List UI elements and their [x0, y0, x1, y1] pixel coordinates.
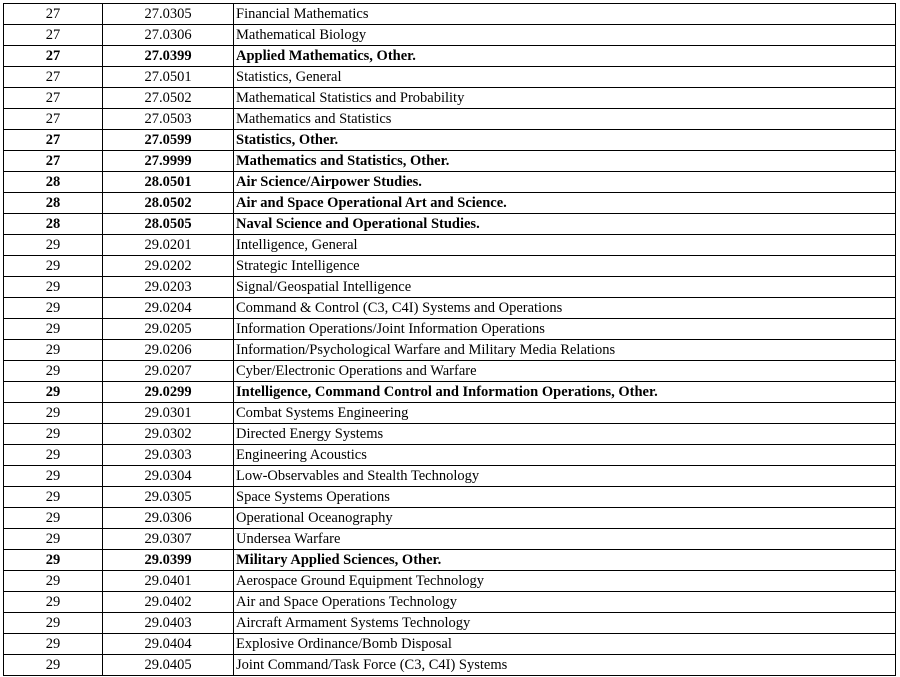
program-title-cell: Intelligence, Command Control and Information Operations, Other. — [234, 382, 896, 403]
program-title-cell: Directed Energy Systems — [234, 424, 896, 445]
cip-code-cell: 29.0403 — [103, 613, 234, 634]
program-title-cell: Aerospace Ground Equipment Technology — [234, 571, 896, 592]
series-cell: 29 — [4, 529, 103, 550]
series-cell: 29 — [4, 508, 103, 529]
series-cell: 29 — [4, 655, 103, 676]
table-row — [4, 4, 896, 25]
series-cell: 28 — [4, 214, 103, 235]
cip-code-cell: 29.0299 — [103, 382, 234, 403]
cip-code-cell: 27.0399 — [103, 46, 234, 67]
table-row — [4, 571, 896, 592]
series-cell: 29 — [4, 571, 103, 592]
program-title-cell: Signal/Geospatial Intelligence — [234, 277, 896, 298]
table-row — [4, 634, 896, 655]
table-row — [4, 445, 896, 466]
program-title-cell: Joint Command/Task Force (C3, C4I) Systems — [234, 655, 896, 676]
table-row — [4, 550, 896, 571]
series-cell: 29 — [4, 613, 103, 634]
table-row — [4, 424, 896, 445]
cip-code-cell: 29.0205 — [103, 319, 234, 340]
program-title-cell: Statistics, Other. — [234, 130, 896, 151]
cip-code-cell: 29.0305 — [103, 487, 234, 508]
cip-code-cell: 29.0207 — [103, 361, 234, 382]
series-cell: 27 — [4, 88, 103, 109]
program-title-cell: Applied Mathematics, Other. — [234, 46, 896, 67]
program-title-cell: Information Operations/Joint Information Operations — [234, 319, 896, 340]
program-title-cell: Cyber/Electronic Operations and Warfare — [234, 361, 896, 382]
table-row — [4, 88, 896, 109]
series-cell: 29 — [4, 634, 103, 655]
cip-code-cell: 29.0204 — [103, 298, 234, 319]
cip-code-cell: 28.0502 — [103, 193, 234, 214]
table-row — [4, 403, 896, 424]
table-row — [4, 25, 896, 46]
program-title-cell: Explosive Ordinance/Bomb Disposal — [234, 634, 896, 655]
cip-code-cell: 29.0306 — [103, 508, 234, 529]
table-row — [4, 109, 896, 130]
series-cell: 29 — [4, 277, 103, 298]
series-cell: 29 — [4, 592, 103, 613]
program-title-cell: Operational Oceanography — [234, 508, 896, 529]
table-row — [4, 298, 896, 319]
program-title-cell: Aircraft Armament Systems Technology — [234, 613, 896, 634]
series-cell: 29 — [4, 382, 103, 403]
series-cell: 29 — [4, 298, 103, 319]
cip-code-cell: 28.0505 — [103, 214, 234, 235]
table-row — [4, 382, 896, 403]
program-title-cell: Low-Observables and Stealth Technology — [234, 466, 896, 487]
series-cell: 27 — [4, 109, 103, 130]
program-title-cell: Combat Systems Engineering — [234, 403, 896, 424]
table-row — [4, 466, 896, 487]
series-cell: 29 — [4, 445, 103, 466]
cip-code-cell: 29.0304 — [103, 466, 234, 487]
series-cell: 29 — [4, 550, 103, 571]
table-row — [4, 46, 896, 67]
cip-code-cell: 29.0405 — [103, 655, 234, 676]
table-row — [4, 67, 896, 88]
program-title-cell: Information/Psychological Warfare and Military Media Relations — [234, 340, 896, 361]
table-row — [4, 214, 896, 235]
table-row — [4, 529, 896, 550]
cip-code-cell: 29.0201 — [103, 235, 234, 256]
cip-code-cell: 27.0502 — [103, 88, 234, 109]
table-row — [4, 319, 896, 340]
program-title-cell: Intelligence, General — [234, 235, 896, 256]
table-row — [4, 193, 896, 214]
series-cell: 28 — [4, 172, 103, 193]
table-row — [4, 340, 896, 361]
series-cell: 29 — [4, 403, 103, 424]
table-row — [4, 151, 896, 172]
table-row — [4, 487, 896, 508]
cip-code-cell: 27.0599 — [103, 130, 234, 151]
program-title-cell: Financial Mathematics — [234, 4, 896, 25]
cip-code-cell: 29.0206 — [103, 340, 234, 361]
cip-code-cell: 29.0301 — [103, 403, 234, 424]
series-cell: 29 — [4, 361, 103, 382]
program-title-cell: Mathematics and Statistics — [234, 109, 896, 130]
table-row — [4, 613, 896, 634]
cip-code-cell: 27.0501 — [103, 67, 234, 88]
program-title-cell: Military Applied Sciences, Other. — [234, 550, 896, 571]
program-title-cell: Statistics, General — [234, 67, 896, 88]
table-row — [4, 130, 896, 151]
cip-code-cell: 29.0303 — [103, 445, 234, 466]
series-cell: 27 — [4, 4, 103, 25]
program-title-cell: Naval Science and Operational Studies. — [234, 214, 896, 235]
series-cell: 29 — [4, 340, 103, 361]
series-cell: 27 — [4, 25, 103, 46]
table-row — [4, 277, 896, 298]
program-title-cell: Undersea Warfare — [234, 529, 896, 550]
program-title-cell: Mathematical Biology — [234, 25, 896, 46]
cip-code-cell: 27.9999 — [103, 151, 234, 172]
program-title-cell: Space Systems Operations — [234, 487, 896, 508]
program-title-cell: Air and Space Operational Art and Science. — [234, 193, 896, 214]
cip-code-cell: 29.0399 — [103, 550, 234, 571]
cip-code-cell: 29.0203 — [103, 277, 234, 298]
table-row — [4, 655, 896, 676]
cip-code-cell: 29.0401 — [103, 571, 234, 592]
cip-code-cell: 27.0306 — [103, 25, 234, 46]
table-row — [4, 361, 896, 382]
program-title-cell: Air Science/Airpower Studies. — [234, 172, 896, 193]
cip-code-cell: 29.0402 — [103, 592, 234, 613]
program-title-cell: Mathematics and Statistics, Other. — [234, 151, 896, 172]
series-cell: 29 — [4, 256, 103, 277]
program-title-cell: Mathematical Statistics and Probability — [234, 88, 896, 109]
cip-code-cell: 27.0503 — [103, 109, 234, 130]
cip-code-cell: 29.0202 — [103, 256, 234, 277]
cip-code-cell: 29.0302 — [103, 424, 234, 445]
cip-code-cell: 28.0501 — [103, 172, 234, 193]
program-title-cell: Command & Control (C3, C4I) Systems and Operations — [234, 298, 896, 319]
cip-code-table — [3, 3, 896, 676]
program-title-cell: Air and Space Operations Technology — [234, 592, 896, 613]
series-cell: 27 — [4, 46, 103, 67]
series-cell: 29 — [4, 424, 103, 445]
cip-code-cell: 29.0307 — [103, 529, 234, 550]
series-cell: 29 — [4, 466, 103, 487]
cip-table-body — [4, 4, 896, 676]
series-cell: 27 — [4, 130, 103, 151]
table-row — [4, 508, 896, 529]
table-row — [4, 235, 896, 256]
series-cell: 29 — [4, 235, 103, 256]
table-row — [4, 592, 896, 613]
program-title-cell: Engineering Acoustics — [234, 445, 896, 466]
series-cell: 29 — [4, 487, 103, 508]
series-cell: 29 — [4, 319, 103, 340]
series-cell: 27 — [4, 67, 103, 88]
cip-code-cell: 27.0305 — [103, 4, 234, 25]
table-row — [4, 172, 896, 193]
program-title-cell: Strategic Intelligence — [234, 256, 896, 277]
series-cell: 28 — [4, 193, 103, 214]
series-cell: 27 — [4, 151, 103, 172]
table-row — [4, 256, 896, 277]
cip-code-cell: 29.0404 — [103, 634, 234, 655]
